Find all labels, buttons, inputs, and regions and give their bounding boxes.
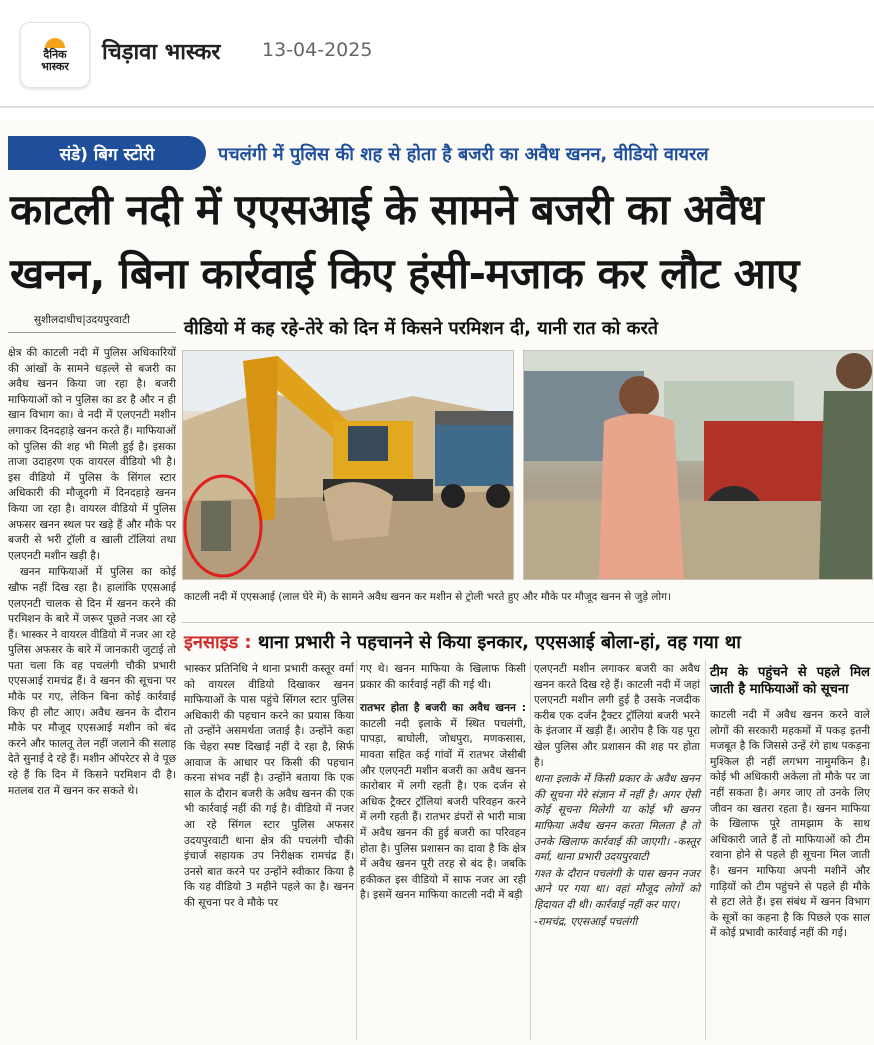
- app-header: [0, 0, 874, 108]
- logo-text-line2: भास्कर: [41, 59, 69, 73]
- paragraph: खनन माफियाओं में पुलिस का कोई खौफ नहीं दिख रहा है। हालांकि एएसआई एलएनटी चालक से दिन में खनन करने की परमिशन के बारे में जरूर पूछते नजर आ रहे हैं। भास्कर ने वायरल वीडियो में नजर आ रहे पुलिस अफसर के बारे में जानकारी जुटाई तो पता चला कि वह पचलंगी चौकी प्रभारी एएसआई रामचंद्र हैं। वे खनन की सूचना पर मौके पर गए, लेकिन बिना कोई कार्रवाई किए ही लौट आए। अवैध खनन के दौरान मौके पर मौजूद एएसआई मशीन को बंद करने और फालतू तेल नहीं जलाने की सलाह देते सुनाई दे रहे हैं। मशीन ऑपरेटर से वे पूछ रहे हैं कि दिन में किसने परमिशन दी है। मतलब रात में खनन कर सकते थे।: [8, 566, 176, 797]
- headline-line-1: काटली नदी में एएसआई के सामने बजरी का अवैध: [10, 185, 764, 234]
- paragraph: भास्कर प्रतिनिधि ने थाना प्रभारी कस्तूर वर्मा को वायरल वीडियो दिखाकर खनन माफियाओं के पास पहुंचे सिंगल स्टार पुलिस अधिकारी की पहचान करने का प्रयास किया तो उन्होंने असमर्थता जताई है। उन्होंने कहा कि चेहरा स्पष्ट दिखाई नहीं दे रहा है, सिर्फ आवाज के आधार पर किसी की पहचान करना संभव नहीं है। उन्होंने बताया कि एक साल के दौरान बजरी के अवैध खनन की एक भी कार्रवाई नहीं की गई है। वीडियो में नजर आ रहे सिंगल स्टार पुलिस अफसर उदयपुरवाटी थाना क्षेत्र की पचलंगी चौकी इंचार्ज सहायक उप निरीक्षक रामचंद्र हैं। उनसे बात करने पर उन्होंने स्वीकार किया है कि यह वीडियो 3 महीने पहले का है। खनन की सूचना पर वे मौके पर: [184, 663, 354, 909]
- article-kicker: पचलंगी में पुलिस की शह से होता है बजरी का अवैध खनन, वीडियो वायरल: [218, 144, 709, 165]
- article-subhead: वीडियो में कह रहे-तेरे को दिन में किसने परमिशन दी, यानी रात को करते: [184, 318, 659, 339]
- article-headline: [10, 178, 870, 306]
- photo-caption: काटली नदी में एएसआई (लाल घेरे में) के सामने अवैध खनन कर मशीन से ट्रोली भरते हुए और मौके पर मौजूद खनन से जुड़े लोग।: [184, 591, 672, 603]
- column-divider: [705, 660, 706, 1040]
- column-2: [184, 662, 354, 913]
- edition-name[interactable]: चिड़ावा भास्कर: [102, 40, 221, 65]
- quote-asi: गश्त के दौरान पचलंगी के पास खनन नजर आने पर गया था। वहां मौजूद लोगों को हिदायत दी थी। कार्रवाई नहीं कर पाए।: [534, 867, 700, 911]
- inside-headline: [184, 630, 741, 654]
- sun-icon: [45, 38, 65, 48]
- paragraph: काटली नदी में अवैध खनन करने वाले लोगों की सरकारी महकमों में पकड़ इतनी मजबूत है कि जिससे उन्हें रंगे हाथ पकड़ना मुश्किल ही नहीं लगभग नामुमकिन है। कोई भी अधिकारी अकेला तो मौके पर जा नहीं सकता है। अगर जाए तो उनके लिए जीवन का खतरा रहता है। खनन माफिया के खिलाफ पूरे तामझाम के साथ अधिकारी जाते हैं तो माफियाओं को टीम रवाना होने से पहले ही सूचना मिल जाती है। खनन माफिया अपनी मशीनें और गाड़ियों को टीम पहुंचने से पहले ही मौके से हटा लेते हैं। इस संबंध में खनन विभाग के सूत्रों का कहना है कि पिछले एक साल में कोई प्रभावी कार्रवाई नहीं की गई।: [710, 709, 870, 940]
- column-divider: [356, 660, 357, 1040]
- divider: [8, 332, 176, 333]
- excavator-photo: [182, 350, 514, 580]
- sidebar-heading: टीम के पहुंचने से पहले मिल जाती है माफियाओं को सूचना: [710, 665, 870, 697]
- dainik-bhaskar-logo[interactable]: [20, 22, 90, 88]
- paragraph: गए थे। खनन माफिया के खिलाफ किसी प्रकार की कार्रवाई नहीं की गई थी।: [360, 663, 526, 691]
- people-tractor-photo: [523, 350, 873, 580]
- byline: सुशीलदाधीच|उदयपुरवाटी: [34, 314, 131, 326]
- excavator-illustration: [183, 351, 514, 580]
- quote-station-officer: थाना इलाके में किसी प्रकार के अवैध खनन की सूचना मेरे संज्ञान में नहीं है। अगर ऐसी कोई सूचना मिलेगी या कोई भी खनन माफिया अवैध खनन करता मिलता है तो उनके खिलाफ कार्रवाई की जाएगी। -कस्तूर वर्मा, थाना प्रभारी उदयपुरवाटी: [534, 773, 700, 864]
- paragraph: [360, 701, 526, 904]
- quote-asi-attribution: -रामचंद्र, एएसआई पचलंगी: [534, 915, 638, 928]
- logo-text-line1: दैनिक: [43, 47, 67, 61]
- column-4: [534, 662, 700, 931]
- column-5: [710, 664, 870, 943]
- edition-date: 13-04-2025: [262, 39, 373, 61]
- column-1: [8, 346, 176, 800]
- column-3: [360, 662, 526, 905]
- paragraph: एलएनटी मशीन लगाकर बजरी का अवैध खनन करते दिख रहे हैं। काटली नदी में जहां एलएनटी मशीन लगी हुई है उसके नजदीक करीब एक दर्जन ट्रैक्टर ट्रॉलियां बजरी भरने के इंतजार में खड़ी हैं। आरोप है कि यह पूरा खेल पुलिस और प्रशासन की शह पर होता है।: [534, 663, 700, 769]
- inside-title: थाना प्रभारी ने पहचानने से किया इनकार, एएसआई बोला-हां, वह गया था: [257, 632, 741, 653]
- tractor-illustration: [524, 351, 873, 580]
- sunday-big-story-tag: संडे) बिग स्टोरी: [8, 136, 206, 170]
- column-divider: [530, 660, 531, 1040]
- inside-label: इनसाइड :: [184, 632, 252, 653]
- paragraph: क्षेत्र की काटली नदी में पुलिस अधिकारियों की आंखों के सामने धड़ल्ले से बजरी का अवैध खनन किया जा रहा है। बजरी माफियाओं को न पुलिस का डर है और न ही खान विभाग का। वे नदी में एलएनटी मशीन लगाकर दिनदहाड़े खनन करते हैं। माफियाओं को पुलिस की शह भी मिली हुई है। इसका ताजा उदाहरण एक वायरल वीडियो भी है। इस वीडियो में पुलिस के सिंगल स्टार अधिकारी की मौजूदगी में दिनदहाड़े खनन किया जा रहा है। वायरल वीडियो में पुलिस अफसर खनन स्थल पर खड़े हैं और मौके पर बजरी से भरी ट्रॉली व खाली टॉलियां तथा एलएनटी मशीन खड़ी है।: [8, 347, 176, 562]
- headline-line-2: खनन, बिना कार्रवाई किए हंसी-मजाक कर लौट आए: [10, 249, 799, 298]
- paragraph-text: काटली नदी इलाके में स्थित पचलंगी, पापड़ा, बाघोली, जोधपुरा, मणकसास, मावता सहित कई गांवों में रातभर जेसीबी और एलएनटी मशीन बजरी का अवैध खनन कारोबार में लगी रहती है। एक दर्जन से अधिक ट्रैक्टर ट्रॉलियां बजरी परिवहन करने में लगी रहती हैं। रातभर डंपरों से भारी मात्रा में अवैध खनन की हुई बजरी का परिवहन होता है। पुलिस प्रशासन का दावा है कि क्षेत्र में अवैध खनन पूरी तरह से बंद है। जबकि हकीकत इस वीडियो में साफ नजर आ रही है। इसमें खनन माफिया काटली नदी में बड़ी: [360, 717, 526, 902]
- divider: [182, 622, 874, 623]
- section-heading: रातभर होता है बजरी का अवैध खनन :: [360, 702, 526, 715]
